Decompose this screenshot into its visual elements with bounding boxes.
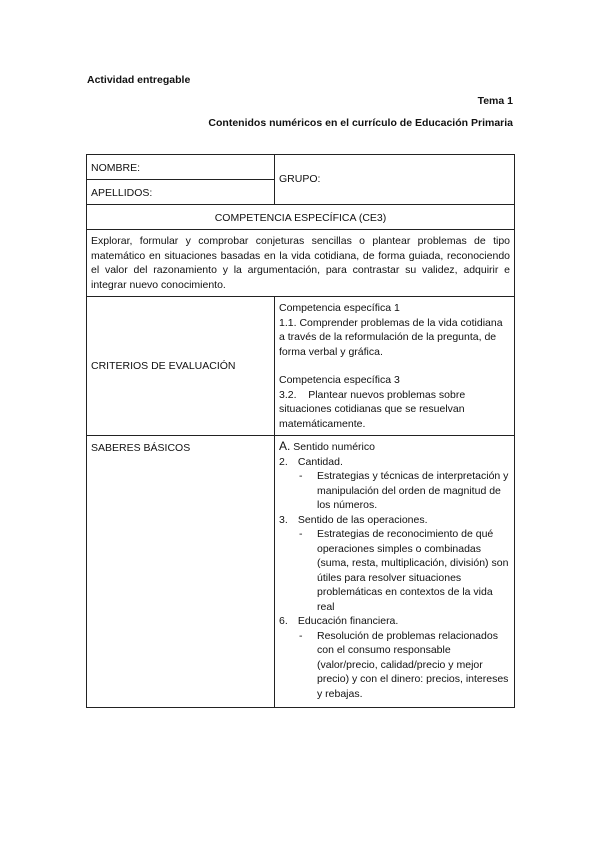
competencia-title: COMPETENCIA ESPECÍFICA (CE3): [214, 211, 387, 224]
bullet-text: Resolución de problemas relacionados con el consumo responsable (valor/precio, calidad/precio y mejor precio) y con el dinero: precios, intereses y rebajas.: [317, 629, 509, 700]
saberes-letter: A.: [279, 439, 291, 453]
document-subtitle: Contenidos numéricos en el currículo de Educación Primaria: [208, 117, 513, 129]
section-number: 6.: [279, 615, 288, 627]
saberes-label: SABERES BÁSICOS: [91, 442, 191, 454]
activity-title: Actividad entregable: [87, 74, 191, 86]
bullet-text: Estrategias de reconocimiento de qué operaciones simples o combinadas (suma, resta, multiplicación, división) son útiles para resolver situaciones problemáticas en contextos de la vida real: [317, 528, 509, 613]
criterio-code: 1.1.: [279, 316, 297, 329]
activity-form-table: [86, 154, 515, 708]
criterios-label: CRITERIOS DE EVALUACIÓN: [91, 359, 236, 372]
saberes-content-cell: [275, 436, 515, 708]
dash-bullet: -: [299, 629, 303, 642]
saberes-section: [279, 513, 510, 528]
section-number: 3.: [279, 513, 288, 526]
criterio-text: Comprender problemas de la vida cotidiana a través de la reformulación de la pregunta, de forma verbal y gráfica.: [279, 316, 503, 358]
section-number: 2.: [279, 455, 288, 468]
section-bullet: [299, 527, 510, 614]
criterio-item: [279, 316, 510, 360]
nombre-label: NOMBRE:: [91, 161, 141, 174]
saberes-label-cell: [87, 436, 275, 708]
grupo-label: GRUPO:: [279, 173, 321, 186]
criterio-heading: Competencia específica 1: [279, 302, 400, 314]
criterios-content-cell: [275, 297, 515, 436]
saberes-section: [279, 455, 510, 470]
dash-bullet: -: [299, 470, 303, 482]
dash-bullet: -: [299, 528, 303, 540]
saberes-heading: [279, 439, 510, 455]
criterio-item: [279, 388, 510, 432]
grupo-cell[interactable]: [275, 155, 515, 205]
apellidos-label: APELLIDOS:: [91, 186, 153, 199]
topic-label: Tema 1: [477, 95, 513, 107]
criterio-heading: Competencia específica 3: [279, 374, 400, 386]
section-title: Educación financiera.: [297, 615, 399, 627]
apellidos-cell[interactable]: [87, 180, 275, 205]
section-bullet: [299, 469, 510, 513]
competencia-description-cell: [87, 230, 515, 297]
nombre-cell[interactable]: [87, 155, 275, 180]
criterios-label-cell: [87, 297, 275, 436]
saberes-title: Sentido numérico: [293, 441, 375, 453]
competencia-description: Explorar, formular y comprobar conjeturas sencillas o plantear problemas de tipo matemático en situaciones basadas en la vida cotidiana, de forma guiada, reconociendo el valor del razonamiento y la argumentación, para contrastar su validez, adquirir e integrar nuevo conocimiento.: [91, 235, 510, 291]
bullet-text: Estrategias y técnicas de interpretación y manipulación del orden de magnitud de los números.: [317, 470, 509, 511]
section-title: Cantidad.: [297, 455, 343, 468]
competencia-title-cell: [87, 205, 515, 230]
saberes-section: [279, 614, 510, 629]
section-bullet: [299, 629, 510, 702]
criterio-text: Plantear nuevos problemas sobre situaciones cotidianas que se resuelvan matemáticamente.: [279, 388, 466, 430]
section-title: Sentido de las operaciones.: [297, 513, 428, 526]
criterio-code: 3.2.: [279, 388, 297, 401]
